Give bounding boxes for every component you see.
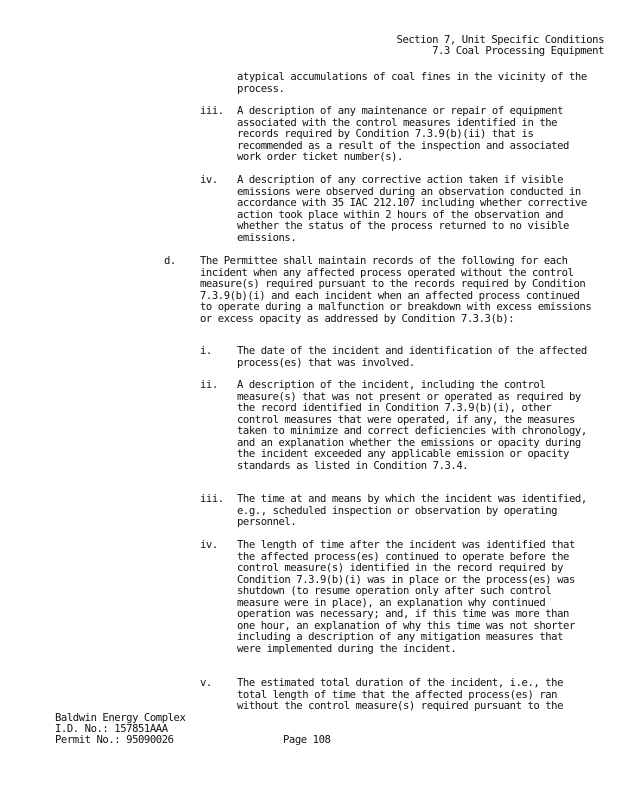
header-subsection-title: 7.3 Coal Processing Equipment <box>432 45 604 57</box>
list-item <box>200 379 589 472</box>
list-item-marker: iv. <box>200 539 218 551</box>
list-item-marker: iii. <box>200 105 224 117</box>
continuation-text: atypical accumulations of coal fines in the vicinity of the process. <box>237 71 587 95</box>
footer-permit-number: Permit No.: 95090026 <box>55 734 174 746</box>
list-item-marker: ii. <box>200 379 218 391</box>
list-item-text: The date of the incident and identification of the affected process(es) that was involved. <box>237 345 587 369</box>
list-item-text: The time at and means by which the incident was identified, e.g., scheduled inspection or observation by operating personnel. <box>237 493 587 528</box>
list-item-marker: iv. <box>200 174 218 186</box>
header-section-title: Section 7, Unit Specific Conditions <box>396 34 604 46</box>
list-item-text: The length of time after the incident was identified that the affected process(es) continued to operate before the control measure(s) identified in the record required by Condition 7.3.9(b)(i) was in place or the process(es) was shutdown (to resume operation only after such control measure were in place), an explanation why continued operation was necessary; and, if this time was more than one hour, an explanation of why this time was not shorter including a description of any mitigation measures that were implemented during the incident. <box>237 539 575 655</box>
list-item <box>200 174 589 244</box>
list-item-text: A description of the incident, including the control measure(s) that was not present or operated as required by the record identified in Condition 7.3.9(b)(i), other control measures that were operated, if any, the measures taken to minimize and correct deficiencies with chronology, and an explanation whether the emissions or opacity during the incident exceeded any applicable emission or opacity standards as listed in Condition 7.3.4. <box>237 379 587 472</box>
list-item-marker: i. <box>200 345 212 357</box>
list-item-text: The estimated total duration of the incident, i.e., the total length of time that the affected process(es) ran without the control measure(s) required pursuant to the <box>237 677 564 712</box>
list-item-text: A description of any corrective action taken if visible emissions were observed during an observation conducted in accordance with 35 IAC 212.107 including whether corrective action took place within 2 hours of the observation and whether the status of the process returned to no visible emissions. <box>237 174 587 244</box>
continuation-paragraph <box>237 72 589 95</box>
list-item <box>200 345 589 369</box>
paragraph-d <box>164 255 592 325</box>
paragraph-d-marker: d. <box>164 255 176 267</box>
paragraph-d-text: The Permittee shall maintain records of the following for each incident when any affected process operated without the control measure(s) required pursuant to the records required by Condition 7.3.9(b)(i) and each incident when an affected process continued to operate during a malfunction or breakdown with excess emissions or excess opacity as addressed by Condition 7.3.3(b): <box>200 255 592 325</box>
footer-id-number: I.D. No.: 157851AAA <box>55 723 168 735</box>
list-item-marker: iii. <box>200 493 224 505</box>
list-item <box>200 539 589 655</box>
footer-page-number: Page 108 <box>283 734 331 746</box>
list-item <box>200 677 589 713</box>
list-item-text: A description of any maintenance or repair of equipment associated with the control measures identified in the records required by Condition 7.3.9(b)(ii) that is recommended as a result of the inspection and associated work order ticket number(s). <box>237 105 569 163</box>
list-item <box>200 493 589 529</box>
footer-facility-name: Baldwin Energy Complex <box>55 712 186 724</box>
list-item <box>200 105 589 164</box>
list-item-marker: v. <box>200 677 212 689</box>
